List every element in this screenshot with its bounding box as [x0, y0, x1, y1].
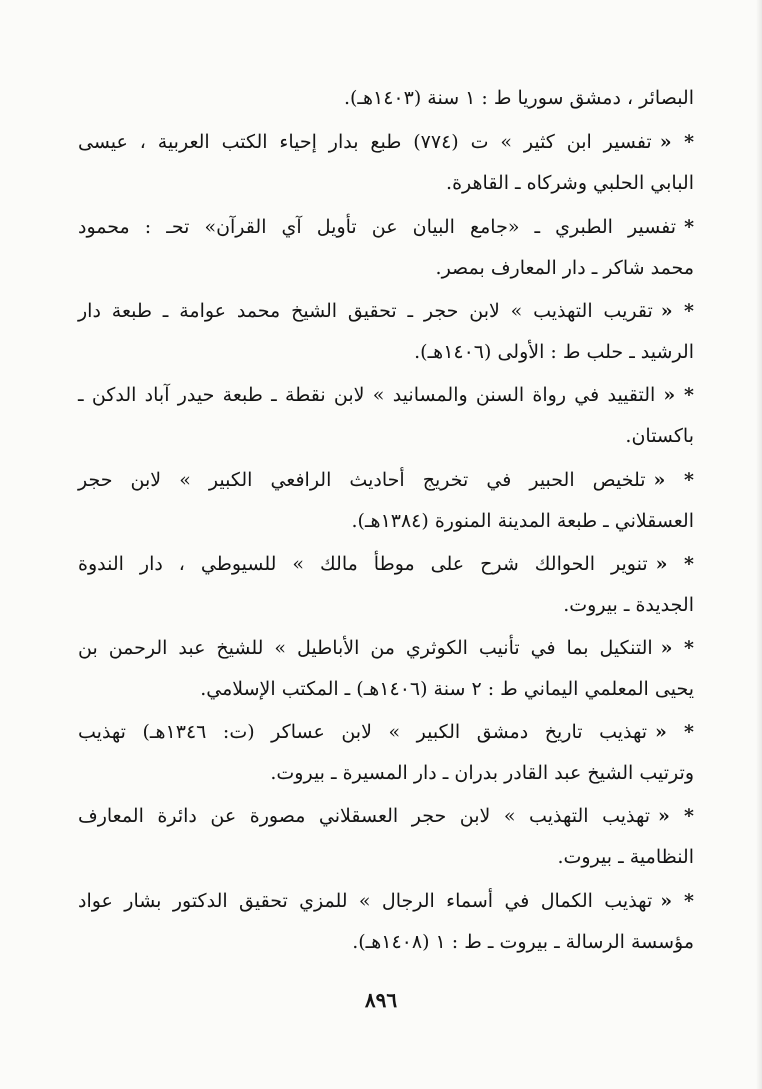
entry-star-icon: * « — [660, 300, 694, 322]
entry-star-icon: * « — [658, 805, 694, 827]
page-edge — [756, 0, 762, 1089]
entry-continuation: النظامية ـ بيروت. — [557, 846, 694, 868]
entry-continuation: العسقلاني ـ طبعة المدينة المنورة (١٣٨٤هـ). — [351, 510, 694, 532]
entry-continuation: الجديدة ـ بيروت. — [563, 594, 694, 616]
entry-star-icon: * « — [663, 384, 694, 406]
entry-continuation: الرشيد ـ حلب ط : الأولى (١٤٠٦هـ). — [414, 341, 694, 363]
entry-star-icon: * « — [660, 890, 694, 912]
bibliography-entry: * «التقييد في رواة السنن والمسانيد » لابن نقطة ـ طبعة حيدر آباد الدكن ـ — [78, 384, 694, 406]
bibliography-entry: * «تنوير الحوالك شرح على موطأ مالك » للسيوطي ، دار الندوة — [78, 553, 694, 575]
entry-continuation: يحيى المعلمي اليماني ط : ٢ سنة (١٤٠٦هـ) ـ المكتب الإسلامي. — [200, 678, 694, 700]
entry-continuation: مؤسسة الرسالة ـ بيروت ـ ط : ١ (١٤٠٨هـ). — [352, 931, 694, 953]
entry-star-icon: * « — [660, 637, 694, 659]
bibliography-entry: *تفسير الطبري ـ «جامع البيان عن تأويل آي القرآن» تحـ : محمود — [78, 216, 694, 238]
bibliography-entry: * «تهذيب الكمال في أسماء الرجال » للمزي تحقيق الدكتور بشار عواد — [78, 890, 694, 912]
bibliography-entry: * «تفسير ابن كثير » ت (٧٧٤) طبع بدار إحياء الكتب العربية ، عيسى — [78, 131, 695, 153]
entry-continuation: محمد شاكر ـ دار المعارف بمصر. — [435, 257, 694, 279]
bibliography-entry: * «التنكيل بما في تأنيب الكوثري من الأباطيل » للشيخ عبد الرحمن بن — [78, 637, 694, 659]
entry-star-icon: * « — [655, 553, 694, 575]
entry-star-icon: * — [684, 216, 694, 238]
bibliography-entry: * «تقريب التهذيب » لابن حجر ـ تحقيق الشيخ محمد عوامة ـ طبعة دار — [78, 300, 694, 322]
entry-star-icon: * « — [659, 131, 695, 153]
page-number: ٨٩٦ — [364, 988, 398, 1012]
text-line: البصائر ، دمشق سوريا ط : ١ سنة (١٤٠٣هـ). — [343, 87, 694, 109]
entry-continuation: وترتيب الشيخ عبد القادر بدران ـ دار المسيرة ـ بيروت. — [270, 762, 694, 784]
entry-star-icon: * « — [653, 469, 694, 491]
entry-continuation: باكستان. — [625, 425, 694, 447]
bibliography-entry: * «تلخيص الحبير في تخريج أحاديث الرافعي الكبير » لابن حجر — [78, 469, 694, 491]
entry-star-icon: * « — [655, 721, 694, 743]
bibliography-entry: * «تهذيب التهذيب » لابن حجر العسقلاني مصورة عن دائرة المعارف — [78, 805, 694, 827]
entry-continuation: البابي الحلبي وشركاه ـ القاهرة. — [446, 172, 694, 194]
bibliography-entry: * «تهذيب تاريخ دمشق الكبير » لابن عساكر (ت: ١٣٤٦هـ) تهذيب — [78, 721, 694, 743]
